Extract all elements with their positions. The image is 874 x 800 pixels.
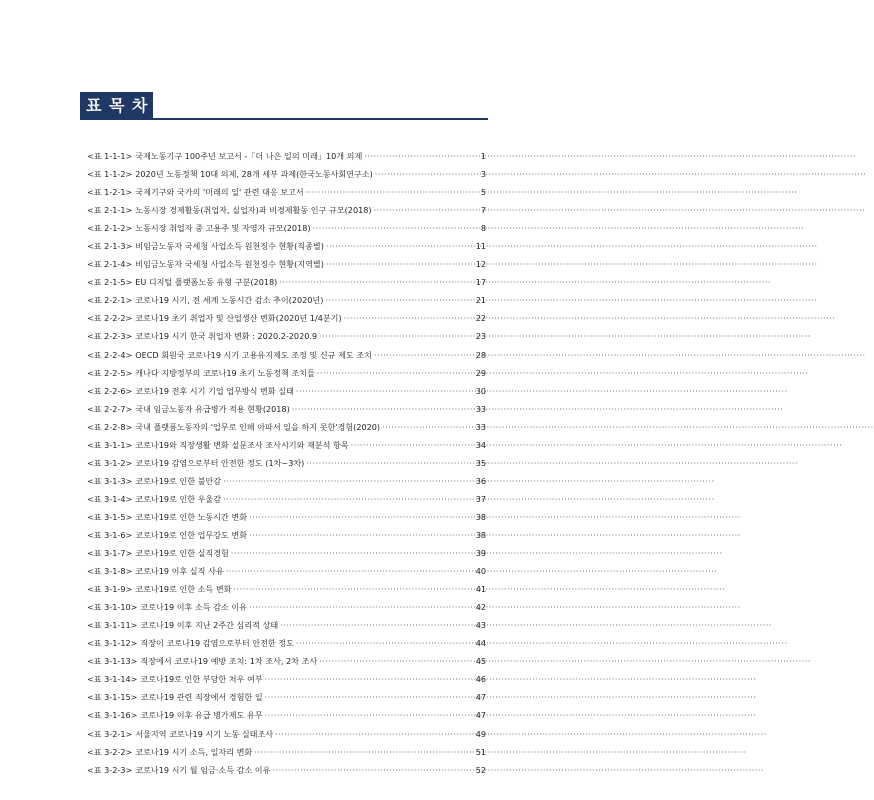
toc-entry-label: <표 3-1-5> xyxy=(87,511,133,522)
toc-entry-title: 노동시장 취업자 중 고용주 및 자영자 규모(2018) xyxy=(135,223,311,234)
toc-entry-label: <표 3-2-3> xyxy=(87,764,133,775)
toc-entry-title: 코로나19로 인한 불안감 xyxy=(135,475,222,486)
toc-entry-title: 코로나19로 인한 노동시간 변화 xyxy=(135,511,248,522)
toc-entry-title: 코로나19 감염으로부터 안전한 정도 (1차~3차) xyxy=(135,457,305,468)
toc-entry-title: 국내 플랫폼노동자의 '업무로 인해 아파서 일을 하지 못한'경험(2020) xyxy=(135,421,381,432)
toc-leader-dots xyxy=(374,205,476,215)
toc-entry-page-number: 33 xyxy=(475,421,486,432)
toc-entry-label: <표 3-1-16> xyxy=(87,710,138,721)
toc-entry-label: <표 2-1-5> xyxy=(87,277,133,288)
toc-entry-label: <표 3-1-10> xyxy=(87,602,138,613)
toc-entry-title: 코로나19 시기 한국 취업자 변화 : 2020.2-2020.9 xyxy=(135,331,318,342)
toc-leader-dots xyxy=(279,277,473,287)
toc-leader-dots xyxy=(233,584,473,594)
toc-entry[interactable] xyxy=(87,656,486,674)
toc-leader-dots xyxy=(313,223,476,233)
toc-entry-page-number: 23 xyxy=(475,331,486,342)
toc-leader-dots xyxy=(364,151,476,161)
toc-entry-page-number: 34 xyxy=(475,439,486,450)
toc-entry[interactable] xyxy=(87,620,486,638)
toc-entry-title: 코로나19 시기 월 임금·소득 감소 이유 xyxy=(135,764,271,775)
toc-entry-page-number: 49 xyxy=(475,728,486,739)
toc-entry-page-number: 45 xyxy=(475,656,486,667)
toc-leader-dots xyxy=(374,350,474,360)
toc-entry[interactable] xyxy=(87,548,486,566)
toc-entry-label: <표 3-1-9> xyxy=(87,584,133,595)
toc-entry-page-number: 8 xyxy=(480,223,486,234)
toc-entry-page-number: 17 xyxy=(475,277,486,288)
toc-leader-dots xyxy=(344,313,474,323)
toc-entry-title: 노동시장 경제활동(취업자, 실업자)과 비경제활동 인구 규모(2018) xyxy=(135,205,372,216)
toc-leader-dots xyxy=(325,295,473,305)
toc-leader-dots xyxy=(231,548,474,558)
toc-entry-title: 국내 임금노동자 유급병가 적용 현황(2018) xyxy=(135,403,290,414)
toc-entry-title: 캐나다 지방정부의 코로나19 초기 노동정책 조치들 xyxy=(135,367,315,378)
toc-entry-title: 직장에서 코로나19 예방 조치: 1차 조사, 2차 조사 xyxy=(140,656,318,667)
toc-entry-title: 코로나19 전후 시기 기업 업무방식 변화 실태 xyxy=(135,385,294,396)
toc-entry-label: <표 2-2-7> xyxy=(87,403,133,414)
toc-entry-label: <표 3-1-8> xyxy=(87,566,133,577)
toc-entry-page-number: 22 xyxy=(475,313,486,324)
toc-entry-label: <표 2-1-4> xyxy=(87,259,133,270)
toc-entry[interactable] xyxy=(87,747,486,765)
toc-entry-label: <표 2-2-2> xyxy=(87,313,133,324)
toc-entry-page-number: 37 xyxy=(475,493,486,504)
toc-entry-title: 직장이 코로나19 감염으로부터 안전한 정도 xyxy=(140,638,294,649)
toc-entry-label: <표 3-1-2> xyxy=(87,457,133,468)
toc-entry-page-number: 46 xyxy=(475,674,486,685)
toc-entry[interactable] xyxy=(87,277,486,295)
toc-entry-page-number: 43 xyxy=(475,620,486,631)
toc-entry-title: 코로나19로 인한 우울감 xyxy=(135,493,222,504)
toc-leader-dots xyxy=(272,765,473,775)
toc-entry-label: <표 3-2-2> xyxy=(87,746,133,757)
toc-leader-dots xyxy=(275,729,474,739)
toc-entry-label: <표 2-1-2> xyxy=(87,223,133,234)
toc-entry-title: 코로나19 시기, 전 세계 노동시간 감소 추이(2020년) xyxy=(135,295,324,306)
toc-entry[interactable] xyxy=(87,710,486,728)
toc-entry-label: <표 2-2-3> xyxy=(87,331,133,342)
toc-entry[interactable] xyxy=(87,440,486,458)
toc-entry[interactable] xyxy=(87,404,486,422)
toc-leader-dots xyxy=(265,674,474,684)
toc-entry[interactable] xyxy=(87,151,486,169)
toc-entry[interactable] xyxy=(87,729,486,747)
title-underline xyxy=(80,118,488,120)
toc-entry-label: <표 1-1-2> xyxy=(87,169,133,180)
toc-entry-label: <표 3-1-14> xyxy=(87,674,138,685)
toc-entry[interactable] xyxy=(87,386,486,404)
toc-leader-dots xyxy=(226,566,474,576)
toc-entry-page-number: 39 xyxy=(475,548,486,559)
toc-leader-dots xyxy=(254,747,473,757)
toc-entry-page-number: 44 xyxy=(475,638,486,649)
toc-entry[interactable] xyxy=(87,368,486,386)
toc-entry-label: <표 1-2-1> xyxy=(87,187,133,198)
toc-entry-title: 코로나19 관련 직장에서 경험한 일 xyxy=(140,692,263,703)
toc-leader-dots xyxy=(306,458,473,468)
toc-entry-page-number: 1 xyxy=(480,151,486,161)
toc-entry-page-number: 51 xyxy=(475,746,486,757)
toc-leader-dots xyxy=(375,169,476,179)
toc-leader-dots xyxy=(351,440,474,450)
toc-entry[interactable] xyxy=(87,223,486,241)
toc-entry[interactable] xyxy=(87,566,486,584)
toc-entry-label: <표 3-1-11> xyxy=(87,620,138,631)
toc-leader-dots xyxy=(249,512,474,522)
toc-entry-page-number: 38 xyxy=(475,511,486,522)
toc-entry-page-number: 41 xyxy=(475,584,486,595)
toc-leader-dots xyxy=(326,241,474,251)
toc-entry[interactable] xyxy=(87,350,486,368)
toc-entry-label: <표 3-1-15> xyxy=(87,692,138,703)
toc-entry-label: <표 2-2-6> xyxy=(87,385,133,396)
toc-entry[interactable] xyxy=(87,584,486,602)
toc-leader-dots xyxy=(249,530,474,540)
toc-entry-page-number: 52 xyxy=(475,764,486,775)
toc-entry-page-number: 42 xyxy=(475,602,486,613)
toc-entry-label: <표 2-2-5> xyxy=(87,367,133,378)
toc-entry-title: 국제기구와 국가의 '미래의 일' 관련 대응 보고서 xyxy=(135,187,304,198)
toc-entry-label: <표 3-1-4> xyxy=(87,493,133,504)
toc-entry[interactable] xyxy=(87,602,486,620)
toc-leader-dots xyxy=(223,494,474,504)
toc-entry-title: 코로나19로 인한 소득 변화 xyxy=(135,584,232,595)
toc-entry-page-number: 33 xyxy=(475,403,486,414)
toc-leader-dots xyxy=(280,620,474,630)
toc-entry[interactable] xyxy=(87,530,486,548)
toc-entry-page-number: 40 xyxy=(475,566,486,577)
toc-entry-title: 비임금노동자 국세청 사업소득 원천징수 현황(지역별) xyxy=(135,259,324,270)
toc-entry-page-number: 5 xyxy=(480,187,486,198)
toc-entry-title: 국제노동기구 100주년 보고서 -「더 나은 일의 미래」10개 의제 xyxy=(135,151,363,161)
toc-leader-dots xyxy=(306,187,476,197)
toc-entry-page-number: 29 xyxy=(475,367,486,378)
toc-entry-title: 서울지역 코로나19 시기 노동 실태조사 xyxy=(135,728,274,739)
toc-entry-page-number: 21 xyxy=(475,295,486,306)
toc-entry-page-number: 36 xyxy=(475,475,486,486)
toc-entry-title: 코로나19로 인한 실직경험 xyxy=(135,548,229,559)
toc-entry-page-number: 3 xyxy=(480,169,486,180)
toc-entry-label: <표 2-1-1> xyxy=(87,205,133,216)
toc-entry-label: <표 3-1-13> xyxy=(87,656,138,667)
toc-entry-title: 비임금노동자 국세청 사업소득 원천징수 현황(직종별) xyxy=(135,241,324,252)
toc-leader-dots xyxy=(382,422,474,432)
toc-entry[interactable] xyxy=(87,674,486,692)
toc-entry[interactable] xyxy=(87,692,486,710)
toc-entry-page-number: 12 xyxy=(475,259,486,270)
toc-entry[interactable] xyxy=(87,313,486,331)
toc-entry-page-number: 35 xyxy=(475,457,486,468)
toc-entry-page-number: 38 xyxy=(475,529,486,540)
toc-leader-dots xyxy=(223,476,474,486)
toc-leader-dots xyxy=(296,638,474,648)
toc-entry[interactable] xyxy=(87,169,486,187)
toc-entry-label: <표 2-2-1> xyxy=(87,295,133,306)
toc-leader-dots xyxy=(296,386,474,396)
toc-entry-title: 코로나19 이후 소득 감소 이유 xyxy=(140,602,248,613)
toc-entry-label: <표 2-1-3> xyxy=(87,241,133,252)
toc-entry-title: 2020년 노동정책 10대 의제, 28개 세부 과제(한국노동사회연구소) xyxy=(135,169,373,180)
toc-entry-page-number: 30 xyxy=(475,385,486,396)
toc-leader-dots xyxy=(319,656,473,666)
toc-leader-dots xyxy=(292,404,474,414)
toc-leader-dots xyxy=(317,368,474,378)
toc-entry[interactable] xyxy=(87,205,486,223)
toc-entry-title: OECD 회원국 코로나19 시기 고용유지제도 조정 및 신규 제도 조치 xyxy=(135,349,372,360)
toc-entry-title: 코로나19 이후 지난 2주간 심리적 상태 xyxy=(140,620,279,631)
toc-entry[interactable] xyxy=(87,512,486,530)
toc-entry-label: <표 3-1-3> xyxy=(87,475,133,486)
toc-entry[interactable] xyxy=(87,458,486,476)
page-header xyxy=(80,92,488,122)
toc-entry[interactable] xyxy=(87,476,486,494)
toc-entry-label: <표 3-1-1> xyxy=(87,439,133,450)
toc-leader-dots xyxy=(265,710,474,720)
toc-entry[interactable] xyxy=(87,241,486,259)
toc-leader-dots xyxy=(326,259,474,269)
toc-entry[interactable] xyxy=(87,295,486,313)
toc-leader-dots xyxy=(319,331,474,341)
toc-leader-dots xyxy=(265,692,474,702)
toc-leader-dots xyxy=(249,602,474,612)
toc-entry-page-number: 47 xyxy=(475,692,486,703)
toc-entry[interactable] xyxy=(87,638,486,656)
toc-entry[interactable] xyxy=(87,331,486,349)
toc-entry-title: 코로나19 초기 취업자 및 산업생산 변화(2020년 1/4분기) xyxy=(135,313,342,324)
toc-entry-title: 코로나19로 인한 부당한 처우 여부 xyxy=(140,674,263,685)
toc-entry-title: 코로나19 이후 유급 병가제도 유무 xyxy=(140,710,263,721)
toc-entry[interactable] xyxy=(87,187,486,205)
toc-entry[interactable] xyxy=(87,494,486,512)
toc-entry-title: 코로나19와 직장생활 변화 설문조사 조사시기와 재분석 항목 xyxy=(135,439,349,450)
toc-entry-label: <표 1-1-1> xyxy=(87,151,133,161)
toc-entry-label: <표 2-2-8> xyxy=(87,421,133,432)
toc-entry[interactable] xyxy=(87,259,486,277)
page-title: 표 목 차 xyxy=(80,92,153,120)
toc-entry-title: 코로나19 시기 소득, 일자리 변화 xyxy=(135,746,253,757)
toc-entry-page-number: 11 xyxy=(475,241,486,252)
toc-entry-title: 코로나19로 인한 업무강도 변화 xyxy=(135,529,248,540)
toc-entry-label: <표 3-1-7> xyxy=(87,548,133,559)
toc-entry-label: <표 3-1-6> xyxy=(87,529,133,540)
toc-entry-label: <표 3-1-12> xyxy=(87,638,138,649)
toc-entry[interactable] xyxy=(87,765,486,783)
toc-entry[interactable] xyxy=(87,422,486,440)
toc-entry-label: <표 3-2-1> xyxy=(87,728,133,739)
toc-entry-title: EU 디지털 플랫폼노동 유형 구분(2018) xyxy=(135,277,278,288)
toc-entry-page-number: 7 xyxy=(480,205,486,216)
toc-entry-title: 코로나19 이후 실직 사유 xyxy=(135,566,224,577)
toc-entry-label: <표 2-2-4> xyxy=(87,349,133,360)
table-of-contents-list xyxy=(87,151,486,783)
toc-entry-page-number: 47 xyxy=(475,710,486,721)
toc-entry-page-number: 28 xyxy=(475,349,486,360)
